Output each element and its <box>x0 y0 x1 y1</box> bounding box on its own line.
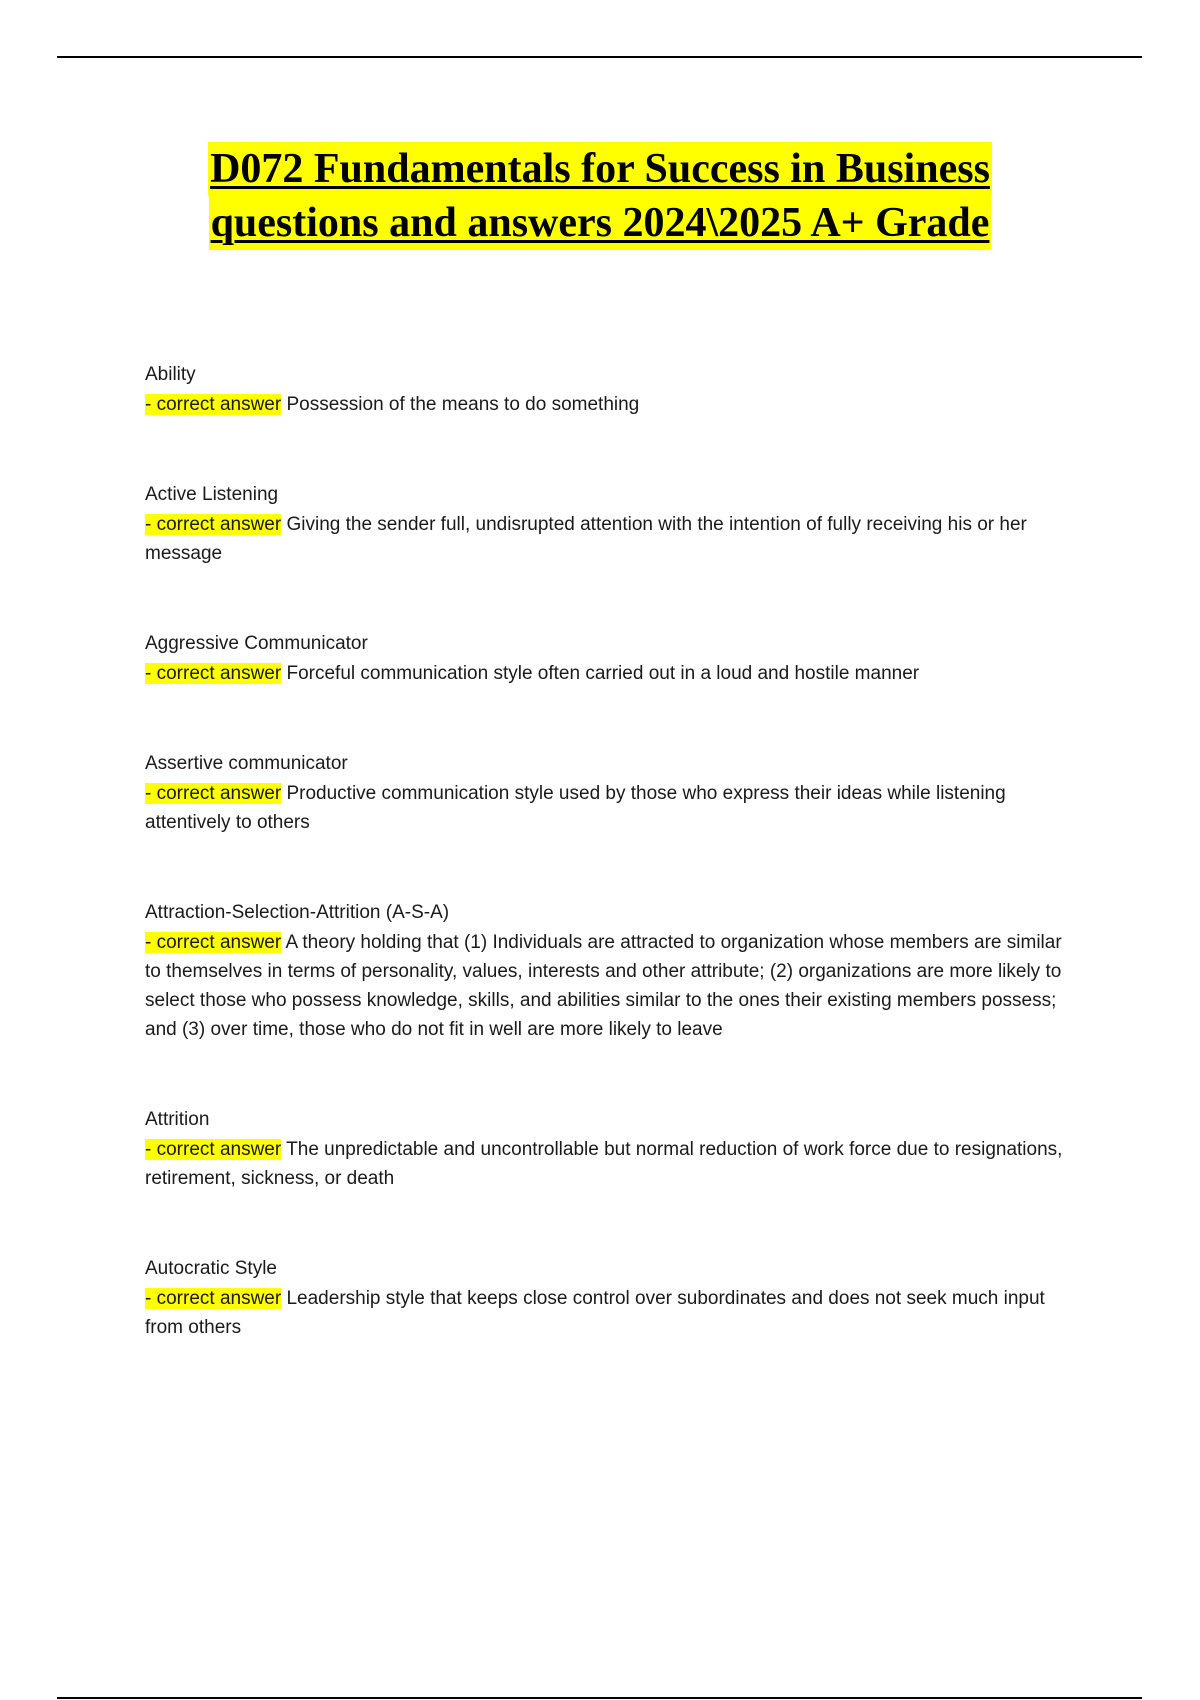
term-name: Attrition <box>145 1109 210 1130</box>
title-line-1: D072 Fundamentals for Success in Business <box>208 142 992 196</box>
term-name: Ability <box>145 364 196 385</box>
correct-answer-marker: - correct answer <box>145 514 282 535</box>
term-list <box>145 360 1080 1342</box>
correct-answer-marker: - correct answer <box>145 663 282 684</box>
definition-text: Possession of the means to do something <box>286 394 640 415</box>
term-definition <box>145 659 1080 688</box>
term-name: Active Listening <box>145 484 279 505</box>
term-name: Aggressive Communicator <box>145 633 368 654</box>
definition-text: Forceful communication style often carried out in a loud and hostile manner <box>286 663 920 684</box>
correct-answer-marker: - correct answer <box>145 1139 282 1160</box>
term-name: Assertive communicator <box>145 753 348 774</box>
definition-text: The unpredictable and uncontrollable but normal reduction of work force due to resignations, retirement, sickness, or death <box>145 1139 1063 1189</box>
term-entry <box>145 360 1080 419</box>
definition-text: Giving the sender full, undisrupted attention with the intention of fully receiving his or her message <box>145 514 1027 564</box>
term-definition <box>145 1284 1080 1342</box>
definition-text: Productive communication style used by those who express their ideas while listening attentively to others <box>145 783 1006 833</box>
correct-answer-marker: - correct answer <box>145 394 282 415</box>
term-entry <box>145 749 1080 837</box>
bottom-rule <box>57 1697 1142 1699</box>
term-entry <box>145 1254 1080 1342</box>
title-line-2: questions and answers 2024\2025 A+ Grade <box>209 196 992 250</box>
term-definition <box>145 1135 1080 1193</box>
term-entry <box>145 629 1080 688</box>
correct-answer-marker: - correct answer <box>145 932 282 953</box>
term-definition <box>145 928 1080 1044</box>
definition-text: A theory holding that (1) Individuals are attracted to organization whose members are similar to themselves in terms of personality, values, interests and other attribute; (2) organizations are more likely to select those who possess knowledge, skills, and abilities similar to the ones their existing members possess; and (3) over time, those who do not fit in well are more likely to leave <box>145 932 1062 1040</box>
document-title <box>0 142 1200 250</box>
definition-text: Leadership style that keeps close control over subordinates and does not seek much input from others <box>145 1288 1045 1338</box>
term-entry <box>145 898 1080 1044</box>
correct-answer-marker: - correct answer <box>145 1288 282 1309</box>
term-name: Autocratic Style <box>145 1258 277 1279</box>
top-rule <box>57 56 1142 58</box>
term-entry <box>145 480 1080 568</box>
term-definition <box>145 390 1080 419</box>
term-entry <box>145 1105 1080 1193</box>
term-name: Attraction-Selection-Attrition (A-S-A) <box>145 902 450 923</box>
correct-answer-marker: - correct answer <box>145 783 282 804</box>
term-definition <box>145 779 1080 837</box>
term-definition <box>145 510 1080 568</box>
